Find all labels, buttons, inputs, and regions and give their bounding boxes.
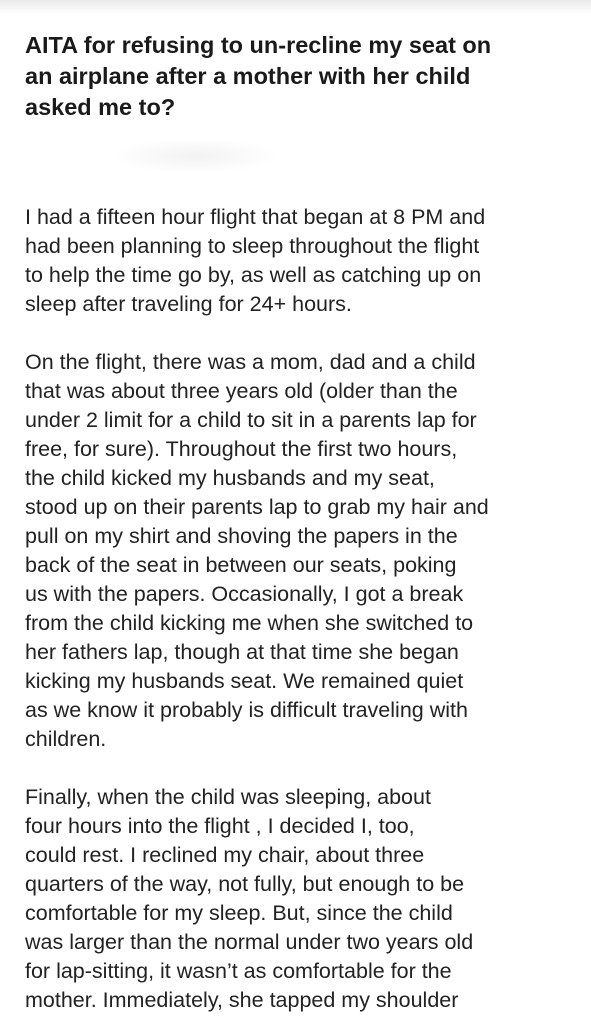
body-line: that was about three years old (older than the (25, 379, 458, 403)
title-line: asked me to? (25, 94, 176, 120)
paragraph-3 (25, 783, 577, 1012)
body-line: under 2 limit for a child to sit in a parents lap for (25, 408, 477, 432)
paragraph-1 (25, 203, 577, 319)
body-line: sleep after traveling for 24+ hours. (25, 292, 352, 316)
cut-off-line (25, 986, 577, 1012)
body-line: comfortable for my sleep. But, since the child (25, 901, 453, 925)
paragraph-2 (25, 348, 577, 754)
title-line: AITA for refusing to un-recline my seat on (25, 32, 492, 58)
body-line: the child kicked my husbands and my seat, (25, 466, 435, 490)
body-line: had been planning to sleep throughout the flight (25, 234, 480, 258)
body-line: was larger than the normal under two years old (25, 930, 474, 954)
post-body (25, 203, 577, 1028)
body-line: to help the time go by, as well as catching up on (25, 263, 482, 287)
body-line: her fathers lap, though at that time she began (25, 640, 459, 664)
body-line: children. (25, 727, 107, 751)
body-line: On the flight, there was a mom, dad and a child (25, 350, 476, 374)
title-line: an airplane after a mother with her child (25, 63, 471, 89)
body-line: from the child kicking me when she switched to (25, 611, 474, 635)
post-title (25, 30, 577, 123)
body-line: free, for sure). Throughout the first two hours, (25, 437, 458, 461)
body-line: stood up on their parents lap to grab my hair and (25, 495, 489, 519)
top-edge-shadow (0, 0, 591, 14)
body-line: as we know it probably is difficult traveling with (25, 698, 468, 722)
body-line: us with the papers. Occasionally, I got a break (25, 582, 464, 606)
body-line: pull on my shirt and shoving the papers in the (25, 524, 458, 548)
body-line: quarters of the way, not fully, but enough to be (25, 872, 465, 896)
body-line: for lap-sitting, it wasn’t as comfortable for the (25, 959, 452, 983)
body-line: Finally, when the child was sleeping, about (25, 785, 431, 809)
body-line: I had a fifteen hour flight that began at 8 PM and (25, 205, 486, 229)
body-line: kicking my husbands seat. We remained quiet (25, 669, 464, 693)
cut-off-text: mother. Immediately, she tapped my shoulder (25, 988, 459, 1012)
body-line: could rest. I reclined my chair, about three (25, 843, 425, 867)
body-line: back of the seat in between our seats, poking (25, 553, 457, 577)
image-smudge (110, 138, 280, 174)
body-line: four hours into the flight , I decided I, too, (25, 814, 415, 838)
